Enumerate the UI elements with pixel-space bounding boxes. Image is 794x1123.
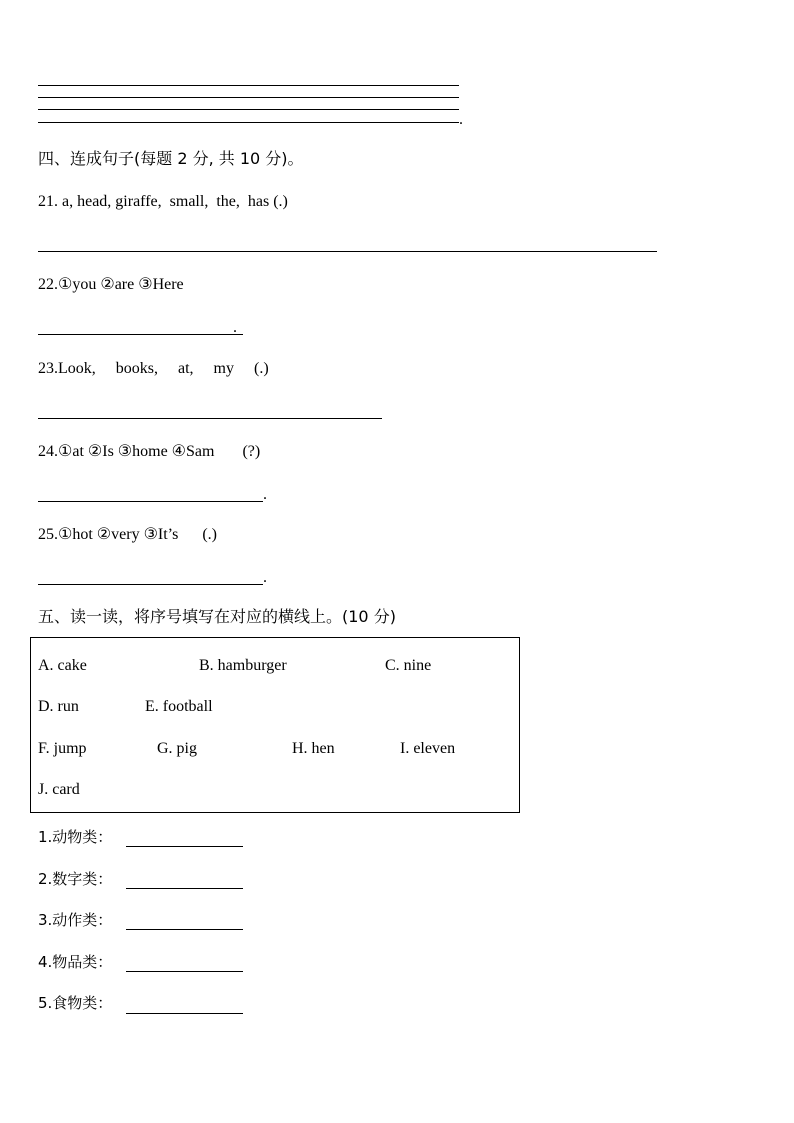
question-24: 24.①at ②Is ③home ④Sam (?) <box>38 443 261 460</box>
answer-line-23 <box>38 418 382 419</box>
option-d: D. run <box>38 698 79 715</box>
category-actions-label: 3.动作类： <box>38 911 113 929</box>
answer-22-period: . <box>233 319 237 336</box>
answer-line <box>38 97 459 98</box>
answer-line <box>38 122 459 123</box>
category-numbers-blank[interactable] <box>126 888 243 889</box>
answer-line-25 <box>38 584 263 585</box>
option-h: H. hen <box>292 740 335 757</box>
option-b: B. hamburger <box>199 657 287 674</box>
category-animals-blank[interactable] <box>126 846 243 847</box>
section-5-heading: 五、读一读，将序号填写在对应的横线上。(10 分) <box>38 607 396 626</box>
question-23: 23.Look, books, at, my (.) <box>38 360 269 377</box>
category-items-blank[interactable] <box>126 971 243 972</box>
answer-line <box>38 85 459 86</box>
question-21: 21. a, head, giraffe, small, the, has (.) <box>38 193 288 210</box>
section-4-heading: 四、连成句子(每题 2 分, 共 10 分)。 <box>38 149 304 168</box>
category-actions-blank[interactable] <box>126 929 243 930</box>
word-bank-box <box>30 637 520 813</box>
category-animals-label: 1.动物类： <box>38 828 113 846</box>
option-g: G. pig <box>157 740 197 757</box>
answer-line-21 <box>38 251 657 252</box>
answer-24-period: . <box>263 486 267 503</box>
answer-line <box>38 109 459 110</box>
option-f: F. jump <box>38 740 87 757</box>
option-c: C. nine <box>385 657 432 674</box>
question-22: 22.①you ②are ③Here <box>38 276 184 293</box>
option-i: I. eleven <box>400 740 456 757</box>
line-period: . <box>459 111 463 128</box>
question-25: 25.①hot ②very ③It’s (.) <box>38 526 218 543</box>
answer-25-period: . <box>263 569 267 586</box>
category-food-label: 5.食物类： <box>38 994 113 1012</box>
option-j: J. card <box>38 781 80 798</box>
option-a: A. cake <box>38 657 87 674</box>
answer-line-24 <box>38 501 263 502</box>
category-numbers-label: 2.数字类： <box>38 870 113 888</box>
option-e: E. football <box>145 698 213 715</box>
category-food-blank[interactable] <box>126 1013 243 1014</box>
category-items-label: 4.物品类： <box>38 953 113 971</box>
answer-line-22 <box>38 334 243 335</box>
